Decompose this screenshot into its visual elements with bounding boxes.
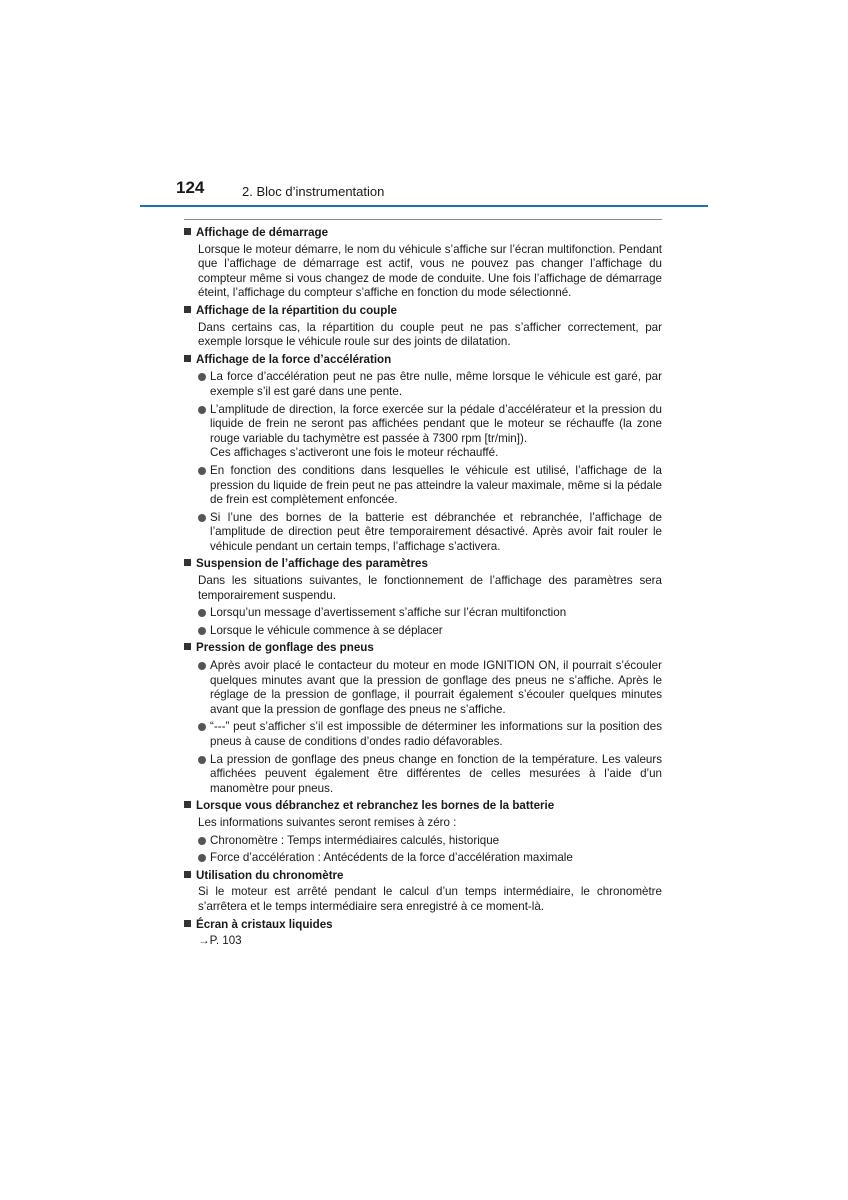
section-parameter-suspension — [184, 557, 662, 638]
bullet-dot-icon — [198, 467, 206, 475]
square-bullet-icon — [184, 228, 191, 235]
list-item — [198, 624, 662, 639]
section-acceleration-force — [184, 353, 662, 555]
list-item — [198, 511, 662, 555]
bullet-dot-icon — [198, 837, 206, 845]
bullet-dot-icon — [198, 756, 206, 764]
section-paragraph: Les informations suivantes seront remises à zéro : — [198, 815, 457, 829]
page-header — [0, 0, 848, 212]
section-title: Affichage de démarrage — [196, 226, 329, 239]
bullet-dot-icon — [198, 609, 206, 617]
section-paragraph: Dans les situations suivantes, le fonctionnement de l’affichage des paramètres sera temporairement suspendu. — [198, 574, 662, 602]
section-title: Pression de gonflage des pneus — [196, 641, 374, 655]
bullet-dot-icon — [198, 406, 206, 414]
header-divider — [140, 205, 708, 207]
section-stopwatch — [184, 869, 662, 915]
square-bullet-icon — [184, 559, 191, 566]
section-paragraph: Lorsque le moteur démarre, le nom du véhicule s’affiche sur l’écran multifonction. Pendant que l’affichage de démarrage est actif, vous ne pouvez pas changer l’affichage du compteur même si vous changez de mode de conduite. Une fois l’affichage de démarrage éteint, l’affichage du compteur s’affiche en fonction du mode sélectionné. — [198, 242, 662, 300]
list-item — [198, 464, 662, 508]
list-item — [198, 403, 662, 461]
chapter-title: 2. Bloc d’instrumentation — [242, 184, 385, 199]
section-startup-display — [184, 226, 662, 301]
list-item-text: Si l’une des bornes de la batterie est débranchée et rebranchée, l’affichage de l’amplitude de direction peut être temporairement désactivé. Après avoir fait rouler le véhicule pendant un certain temps, l’affichage s’activera. — [210, 510, 662, 553]
square-bullet-icon — [184, 643, 191, 650]
page-reference-link[interactable]: →P. 103 — [198, 934, 242, 948]
list-item — [198, 659, 662, 717]
list-item-text: Force d’accélération : Antécédents de la force d’accélération maximale — [210, 851, 573, 865]
page-number: 124 — [176, 178, 205, 197]
bullet-dot-icon — [198, 514, 206, 522]
list-item — [198, 606, 662, 621]
section-title: Affichage de la répartition du couple — [196, 303, 397, 317]
list-item-text: En fonction des conditions dans lesquelles le véhicule est utilisé, l’affichage de la pression du liquide de frein peut ne pas atteindre la valeur maximale, même si la pédale de frein est complètement enfoncée. — [210, 463, 662, 507]
list-item — [198, 851, 662, 866]
section-title: Suspension de l’affichage des paramètres — [196, 557, 428, 571]
page-content — [184, 226, 662, 949]
section-divider — [184, 219, 662, 220]
list-item — [198, 834, 662, 849]
list-item — [198, 370, 662, 399]
square-bullet-icon — [184, 355, 191, 362]
square-bullet-icon — [184, 871, 191, 878]
list-item-text: Lorsqu’un message d’avertissement s’affiche sur l’écran multifonction — [210, 606, 567, 620]
section-title: Utilisation du chronomètre — [196, 868, 344, 882]
list-item — [198, 720, 662, 749]
square-bullet-icon — [184, 306, 191, 313]
section-paragraph: Dans certains cas, la répartition du couple peut ne pas s’afficher correctement, par exemple lorsque le véhicule roule sur des joints de dilatation. — [198, 320, 662, 349]
bullet-dot-icon — [198, 854, 206, 862]
bullet-dot-icon — [198, 723, 206, 731]
bullet-dot-icon — [198, 662, 206, 670]
bullet-dot-icon — [198, 627, 206, 635]
section-lcd-screen — [184, 918, 662, 949]
list-item-text: La force d’accélération peut ne pas être nulle, même lorsque le véhicule est garé, par exemple s’il est garé dans une pente. — [210, 370, 662, 398]
bullet-dot-icon — [198, 373, 206, 381]
section-title: Lorsque vous débranchez et rebranchez les bornes de la batterie — [196, 799, 555, 813]
section-battery-reconnect — [184, 799, 662, 865]
section-title: Affichage de la force d’accélération — [196, 352, 392, 366]
list-item-text: Lorsque le véhicule commence à se déplacer — [210, 623, 443, 637]
list-item — [198, 753, 662, 797]
list-item-text: Chronomètre : Temps intermédiaires calculés, historique — [210, 833, 500, 847]
section-title: Écran à cristaux liquides — [196, 917, 333, 931]
list-item-text: “---” peut s’afficher s’il est impossible de déterminer les informations sur la position des pneus à cause de conditions d’ondes radio défavorables. — [210, 720, 662, 748]
list-item-text: Après avoir placé le contacteur du moteur en mode IGNITION ON, il pourrait s’écouler quelques minutes avant que la pression de gonflage des pneus ne s’affiche. Après le réglage de la pression de gonflage, il pourrait également s’écouler quelques minutes avant que la pression de gonflage des pneus ne s’affiche. — [210, 659, 662, 716]
square-bullet-icon — [184, 801, 191, 808]
list-item-text: L’amplitude de direction, la force exercée sur la pédale d’accélérateur et la pression du liquide de frein ne seront pas affichées pendant que le moteur se réchauffe (la zone rouge variable du tachymètre est passée à 7300 rpm [tr/min]). — [210, 402, 662, 445]
section-tire-pressure — [184, 641, 662, 796]
section-paragraph: Si le moteur est arrêté pendant le calcul d’un temps intermédiaire, le chronomètre s’arrêtera et le temps intermédiaire sera enregistré à ce moment-là. — [198, 885, 662, 913]
square-bullet-icon — [184, 920, 191, 927]
section-torque-distribution — [184, 304, 662, 350]
list-item-note: Ces affichages s’activeront une fois le moteur réchauffé. — [210, 446, 499, 460]
list-item-text: La pression de gonflage des pneus change en fonction de la température. Les valeurs affichées peuvent également être différentes de celles mesurées à l’aide d’un manomètre pour pneus. — [210, 752, 662, 795]
